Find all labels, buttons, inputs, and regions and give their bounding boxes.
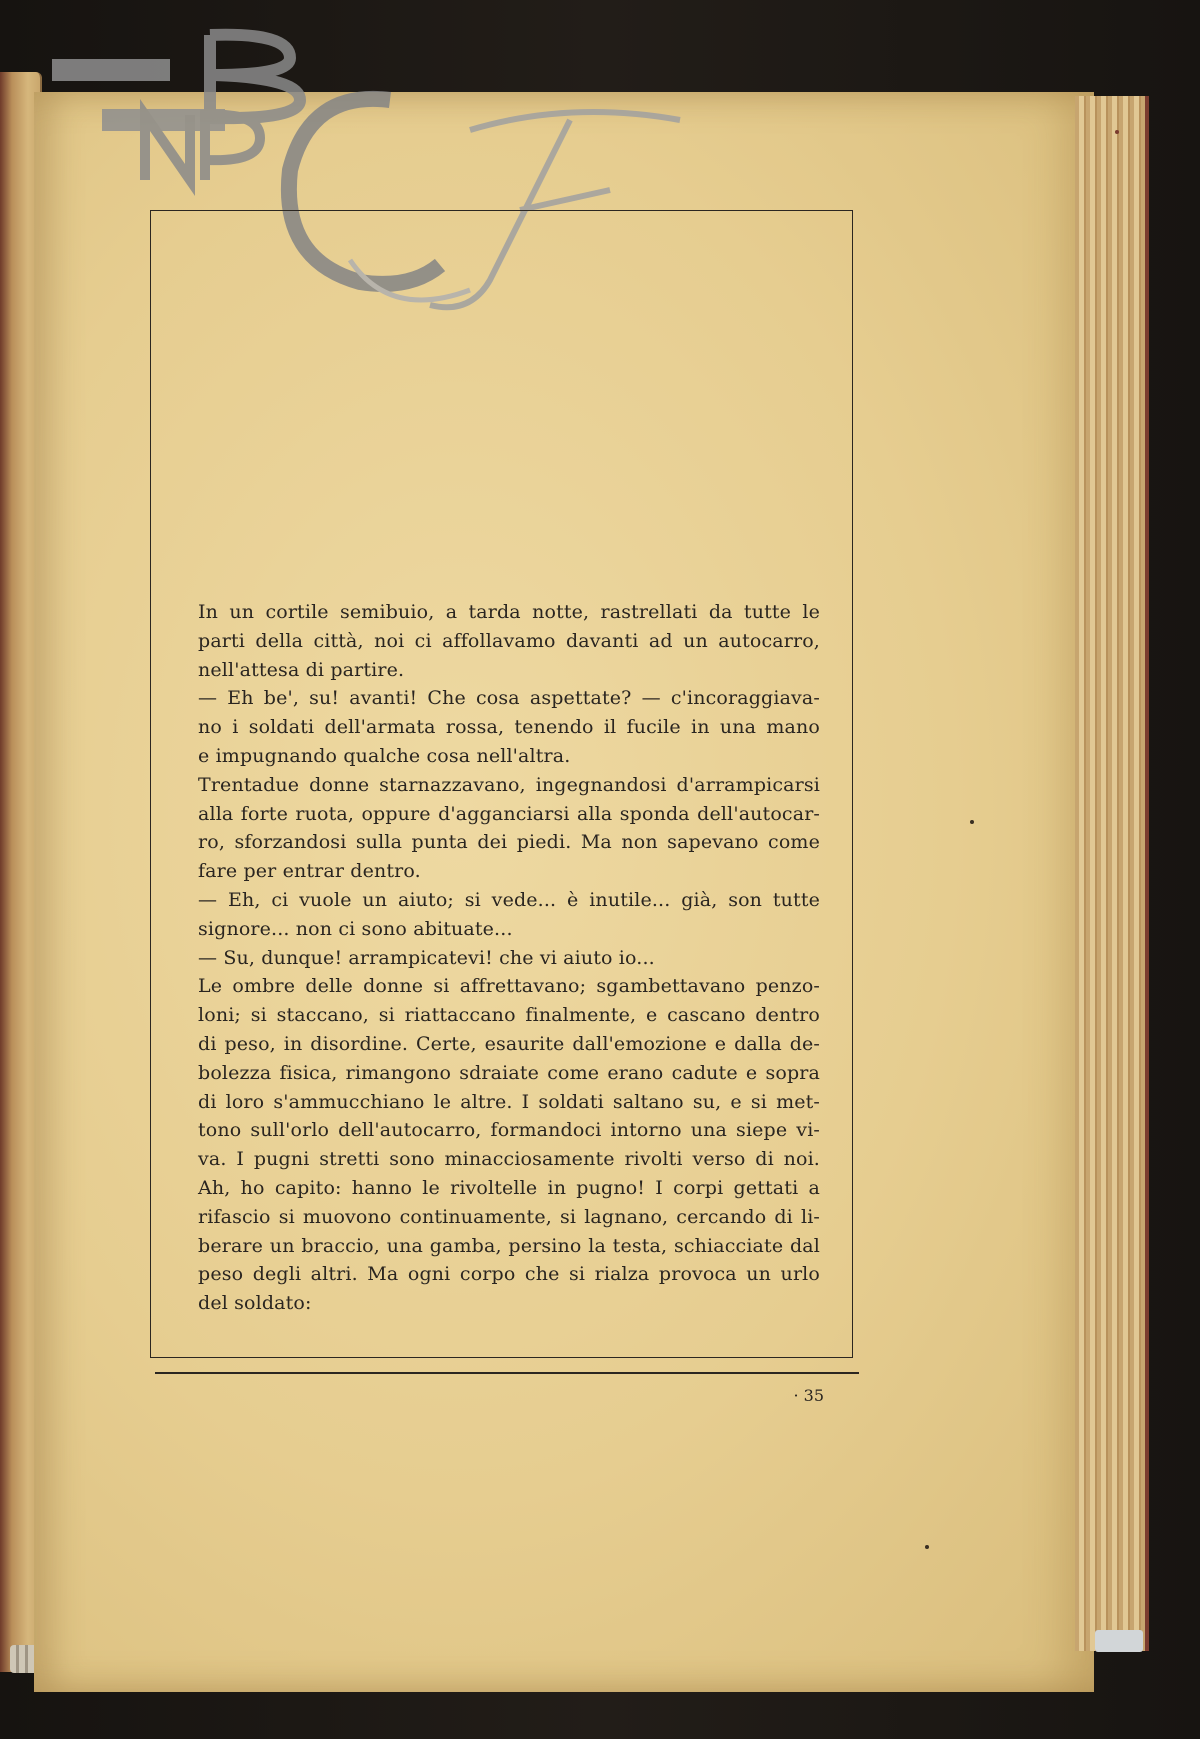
text-line: nell'attesa di partire.	[198, 658, 405, 681]
paper-speck	[1115, 130, 1119, 134]
body-text	[198, 598, 820, 1318]
text-line: — Su, dunque! arrampicatevi! che vi aiuto io...	[198, 946, 655, 969]
text-line: alla forte ruota, oppure d'agganciarsi alla sponda dell'autocar-	[198, 802, 820, 825]
text-line: — Eh be', su! avanti! Che cosa aspettate? — c'incoraggiava-	[198, 687, 820, 710]
text-line: tono sull'orlo dell'autocarro, formandoci intorno una siepe vi-	[198, 1119, 820, 1142]
text-line: no i soldati dell'armata rossa, tenendo il fucile in una mano	[198, 716, 820, 739]
text-line: peso degli altri. Ma ogni corpo che si rialza provoca un urlo	[198, 1263, 820, 1286]
text-line: e impugnando qualche cosa nell'altra.	[198, 744, 571, 767]
right-page-edges	[1075, 96, 1149, 1651]
text-line: Trentadue donne starnazzavano, ingegnandosi d'arrampicarsi	[198, 773, 820, 796]
text-line: loni; si staccano, si riattaccano finalmente, e cascano dentro	[198, 1004, 820, 1027]
bottom-rule	[155, 1372, 859, 1374]
text-line: signore... non ci sono abituate...	[198, 917, 513, 940]
text-line: del soldato:	[198, 1292, 312, 1315]
text-line: In un cortile semibuio, a tarda notte, rastrellati da tutte le	[198, 601, 820, 623]
text-line: va. I pugni stretti sono minacciosamente rivolti verso di noi.	[198, 1148, 820, 1171]
page-edge-tab	[1095, 1630, 1143, 1652]
text-line: Ah, ho capito: hanno le rivoltelle in pugno! I corpi gettati a	[198, 1176, 820, 1199]
paper-speck	[925, 1545, 929, 1549]
page-number: · 35	[774, 1386, 824, 1405]
text-line: di peso, in disordine. Certe, esaurite dall'emozione e dalla de-	[198, 1032, 820, 1055]
text-line: fare per entrar dentro.	[198, 860, 421, 883]
text-line: rifascio si muovono continuamente, si lagnano, cercando di li-	[198, 1205, 820, 1228]
text-line: ro, sforzandosi sulla punta dei piedi. Ma non sapevano come	[198, 831, 820, 854]
paper-speck	[970, 820, 974, 824]
text-line: — Eh, ci vuole un aiuto; si vede... è inutile... già, son tutte	[198, 888, 820, 911]
text-line: di loro s'ammucchiano le altre. I soldati saltano su, e si met-	[198, 1090, 820, 1113]
text-line: berare un braccio, una gamba, persino la testa, schiacciate dal	[198, 1234, 820, 1257]
text-line: bolezza fisica, rimangono sdraiate come erano cadute e sopra	[198, 1061, 820, 1084]
text-line: Le ombre delle donne si affrettavano; sgambettavano penzo-	[198, 975, 820, 998]
text-line: parti della città, noi ci affollavamo davanti ad un autocarro,	[198, 629, 820, 652]
